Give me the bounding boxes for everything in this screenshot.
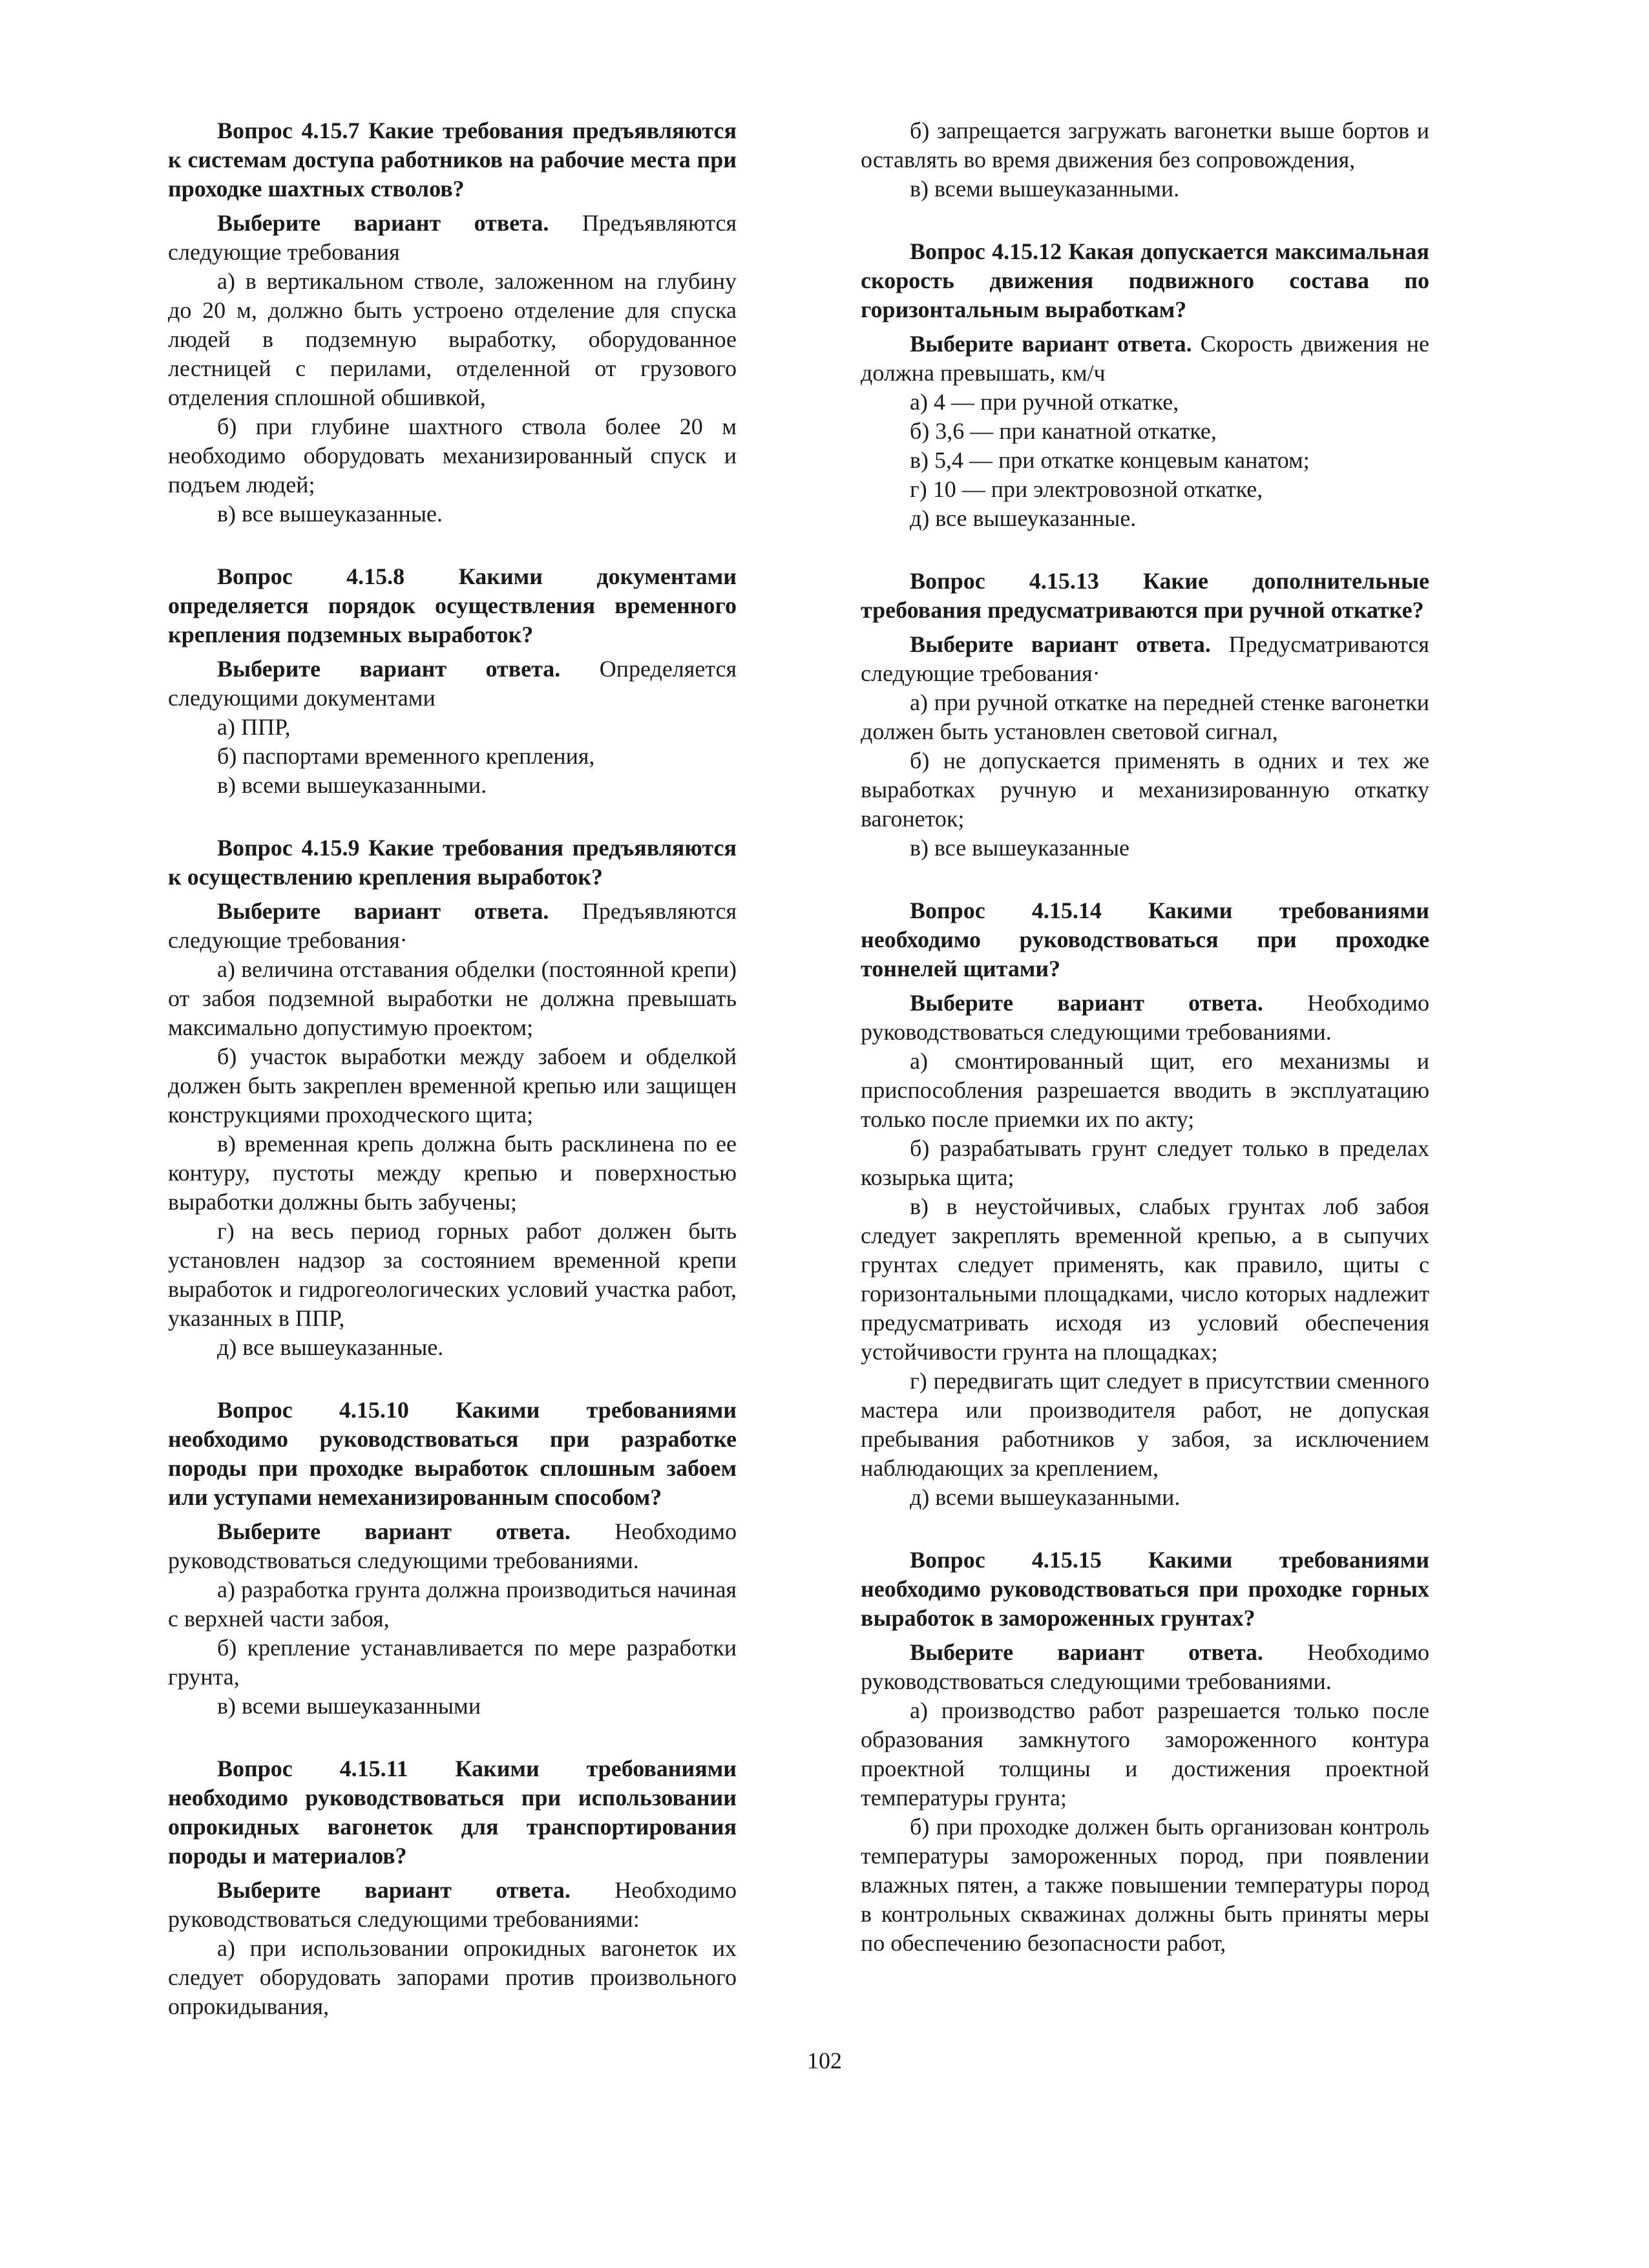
answer-intro-text: Скорость движения не должна превышать, км/ч	[861, 331, 1430, 386]
question-block	[861, 567, 1429, 863]
answer-intro	[861, 1638, 1429, 1696]
answer-intro-text: Предъявляются следующие требования	[168, 210, 737, 265]
page-number: 102	[807, 2048, 842, 2074]
answer-intro	[168, 897, 737, 955]
answer-intro-text: Необходимо руководствоваться следующими требованиями.	[861, 1639, 1430, 1694]
answer-option: б) при проходке должен быть организован контроль температуры замороженных пород, при появлении влажных пятен, а также повышении температуры пород в контрольных скважинах должны быть приняты меры по обеспечению безопасности работ,	[861, 1814, 1429, 1956]
answer-option: г) 10 — при электровозной откатке,	[910, 476, 1263, 502]
answer-option: б) крепление устанавливается по мере разработки грунта,	[168, 1635, 737, 1690]
answer-option: а) 4 — при ручной откатке,	[910, 389, 1179, 415]
answer-option: д) всеми вышеуказанными.	[910, 1484, 1181, 1510]
answer-option: б) запрещается загружать вагонетки выше бортов и оставлять во время движения без сопровождения,	[861, 118, 1429, 173]
question-block	[168, 562, 737, 800]
answer-option: б) паспортами временного крепления,	[217, 743, 595, 769]
answer-option: а) ППР,	[217, 714, 291, 740]
answer-option: б) разрабатывать грунт следует только в пределах козырька щита;	[861, 1135, 1429, 1190]
answer-intro-text: Предъявляются следующие требования·	[168, 898, 737, 953]
answer-intro-text: Необходимо руководствоваться следующими требованиями.	[168, 1518, 737, 1573]
answer-lead: Выберите вариант ответа.	[217, 898, 549, 924]
answer-intro	[861, 630, 1429, 688]
answer-intro	[861, 330, 1429, 388]
question-title: Вопрос 4.15.10 Какими требованиями необходимо руководствоваться при разработке породы при проходке выработок сплошным забоем или уступами немеханизированным способом?	[168, 1397, 737, 1510]
question-block	[168, 1754, 737, 2021]
answer-option: д) все вышеуказанные.	[217, 1334, 444, 1360]
question-title: Вопрос 4.15.14 Какими требованиями необходимо руководствоваться при проходке тоннелей щитами?	[861, 898, 1429, 982]
answer-option: г) передвигать щит следует в присутствии сменного мастера или производителя работ, не допуская пребывания работников у забоя, за исключением наблюдающих за креплением,	[861, 1368, 1429, 1481]
answer-intro	[168, 1517, 737, 1575]
question-title: Вопрос 4.15.11 Какими требованиями необходимо руководствоваться при использовании опрокидных вагонеток для транспортирования породы и материалов?	[168, 1756, 737, 1869]
answer-option: а) при ручной откатке на передней стенке вагонетки должен быть установлен световой сигнал,	[861, 689, 1429, 744]
answer-intro-text: Необходимо руководствоваться следующими требованиями:	[168, 1877, 737, 1932]
question-block	[861, 1546, 1429, 1958]
answer-intro-text: Необходимо руководствоваться следующими требованиями.	[861, 990, 1430, 1045]
answer-option: б) при глубине шахтного ствола более 20 м необходимо оборудовать механизированный спуск и подъем людей;	[168, 414, 737, 498]
answer-option: в) временная крепь должна быть расклинена по ее контуру, пустоты между крепью и поверхностью выработки должны быть забучены;	[168, 1131, 737, 1215]
answer-lead: Выберите вариант ответа.	[217, 1877, 571, 1903]
answer-intro	[168, 655, 737, 713]
answer-option: а) величина отставания обделки (постоянной крепи) от забоя подземной выработки не должна превышать максимально допустимую проектом;	[168, 956, 737, 1040]
answer-option: в) 5,4 — при откатке концевым канатом;	[910, 447, 1310, 473]
answer-option: б) участок выработки между забоем и обделкой должен быть закреплен временной крепью или защищен конструкциями проходческого щита;	[168, 1044, 737, 1128]
answer-intro-text: Определяется следующими документами	[168, 656, 737, 711]
answer-option: в) все вышеуказанные	[910, 835, 1129, 861]
question-block	[861, 116, 1429, 204]
answer-lead: Выберите вариант ответа.	[910, 331, 1192, 357]
answer-option: б) 3,6 — при канатной откатке,	[910, 418, 1217, 444]
answer-option: г) на весь период горных работ должен быть установлен надзор за состоянием временной крепи выработок и гидрогеологических условий участка работ, указанных в ППР,	[168, 1218, 737, 1331]
answer-option: а) в вертикальном стволе, заложенном на глубину до 20 м, должно быть устроено отделение для спуска людей в подземную выработку, оборудованное лестницей с перилами, отделенной от грузового отделения сплошной обшивкой,	[168, 268, 737, 410]
answer-option: в) всеми вышеуказанными.	[910, 176, 1180, 202]
answer-option: в) всеми вышеуказанными	[217, 1693, 481, 1719]
answer-option: а) смонтированный щит, его механизмы и приспособления разрешается вводить в эксплуатацию только после приемки их по акту;	[861, 1048, 1429, 1132]
question-block	[168, 834, 737, 1362]
question-title: Вопрос 4.15.9 Какие требования предъявляются к осуществлению крепления выработок?	[168, 835, 737, 890]
answer-lead: Выберите вариант ответа.	[910, 1639, 1263, 1665]
answer-lead: Выберите вариант ответа.	[910, 631, 1211, 657]
answer-option: д) все вышеуказанные.	[910, 505, 1137, 531]
question-block	[861, 896, 1429, 1512]
answer-intro	[861, 989, 1429, 1047]
question-title: Вопрос 4.15.15 Какими требованиями необходимо руководствоваться при проходке горных выработок в замороженных грунтах?	[861, 1547, 1429, 1631]
answer-intro	[168, 209, 737, 267]
question-block	[168, 116, 737, 529]
answer-option: а) производство работ разрешается только после образования замкнутого замороженного контура проектной толщины и достижения проектной температуры грунта;	[861, 1697, 1429, 1811]
left-column	[168, 116, 737, 2055]
answer-option: в) все вышеуказанные.	[217, 501, 443, 527]
answer-intro	[168, 1876, 737, 1934]
question-title: Вопрос 4.15.13 Какие дополнительные требования предусматриваются при ручной откатке?	[861, 568, 1429, 623]
answer-option: в) всеми вышеуказанными.	[217, 772, 487, 798]
answer-lead: Выберите вариант ответа.	[910, 990, 1263, 1016]
answer-option: а) разработка грунта должна производиться начиная с верхней части забоя,	[168, 1577, 737, 1632]
question-block	[861, 237, 1429, 533]
question-title: Вопрос 4.15.8 Какими документами определяется порядок осуществления временного крепления подземных выработок?	[168, 563, 737, 647]
answer-option: б) не допускается применять в одних и тех же выработках ручную и механизированную откатку вагонеток;	[861, 748, 1429, 832]
question-block	[168, 1396, 737, 1721]
answer-lead: Выберите вариант ответа.	[217, 656, 561, 682]
answer-lead: Выберите вариант ответа.	[217, 210, 549, 236]
answer-option: в) в неустойчивых, слабых грунтах лоб забоя следует закреплять временной крепью, а в сыпучих грунтах следует применять, как правило, щиты с горизонтальными площадками, число которых надлежит предусматривать исходя из условий обеспечения устойчивости грунта на площадках;	[861, 1193, 1429, 1365]
answer-intro-text: Предусматриваются следующие требования·	[861, 631, 1429, 686]
answer-option: а) при использовании опрокидных вагонеток их следует оборудовать запорами против произвольного опрокидывания,	[168, 1935, 737, 2019]
question-title: Вопрос 4.15.7 Какие требования предъявляются к системам доступа работников на рабочие места при проходке шахтных стволов?	[168, 118, 737, 202]
answer-lead: Выберите вариант ответа.	[217, 1518, 571, 1544]
question-title: Вопрос 4.15.12 Какая допускается максимальная скорость движения подвижного состава по горизонтальным выработкам?	[861, 238, 1429, 322]
right-column	[861, 116, 1429, 1991]
